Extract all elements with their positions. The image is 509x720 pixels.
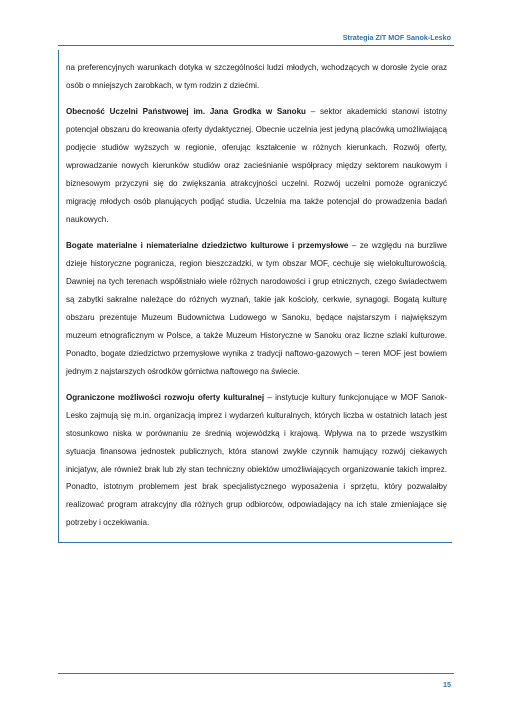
- footer-divider: [58, 673, 454, 674]
- paragraph-text: – sektor akademicki stanowi istotny potencjał obszaru do kreowania oferty dydaktycznej. Obecnie uczelnia jest jedyną placówką umożliwiającą podjęcie studiów wyższych w regionie, oferując kształcenie w różnych kierunkach. Rozwój oferty, wprowadzanie nowych kierunków studiów oraz zacieśnianie współpracy między sektorem naukowym i biznesowym przyczyni się do zwiększania atrakcyjności uczelni. Rozwój uczelni pomoże ograniczyć migrację młodych osób planujących podjąć studia. Uczelnia ma także potencjał do prowadzenia badań naukowych.: [66, 107, 448, 224]
- paragraph-university: [66, 103, 447, 228]
- paragraph-lead: Obecność Uczelni Państwowej im. Jana Grodka w Sanoku: [66, 107, 306, 117]
- paragraph-cultural-offer: [66, 389, 447, 532]
- paragraph-text: na preferencyjnych warunkach dotyka w szczególności ludzi młodych, wchodzących w dorosłe życie oraz osób o mniejszych zarobkach, w tym rodzin z dziećmi.: [66, 63, 447, 90]
- page-number: 15: [443, 680, 451, 689]
- document-header-title: Strategia ZIT MOF Sanok-Lesko: [342, 33, 451, 42]
- paragraph-lead: Ograniczone możliwości rozwoju oferty kulturalnej: [66, 392, 265, 402]
- document-body: [66, 59, 447, 541]
- paragraph-text: – instytucje kultury funkcjonujące w MOF Sanok-Lesko zajmują się m.in. organizacją imprez i wydarzeń kulturalnych, których liczba w ostatnich latach jest stosunkowo niska w porównaniu ze średnią wojewódzką i krajową. Wpływa na to przede wszystkim sytuacja finansowa jednostek publicznych, która stanowi zwykle czynnik hamujący rozwój ciekawych inicjatyw, ale również brak lub zły stan techniczny obiektów umożliwiających organizowanie takich imprez. Ponadto, istotnym problemem jest brak specjalistycznego wyposażenia i sprzętu, który pozwalałby realizować program atrakcyjny dla różnych grup odbiorców, odpowiadający na ich stale zmieniające się potrzeby i oczekiwania.: [66, 392, 447, 528]
- paragraph-housing-continuation: [66, 59, 447, 95]
- header-divider: [58, 45, 454, 46]
- paragraph-text: – ze względu na burzliwe dzieje historyczne pogranicza, region bieszczadzki, w tym obszar MOF, cechuje się wielokulturowością. Dawniej na tych terenach współistniało wiele różnych narodowości i grup etnicznych, czego świadectwem są zabytki sakralne należące do różnych wyznań, takie jak kościoły, cerkwie, synagogi. Bogatą kulturę obszaru prezentuje Muzeum Budownictwa Ludowego w Sanoku, będące najstarszym i największym muzeum etnograficznym w Polsce, a także Muzeum Historyczne w Sanoku oraz liczne szlaki kulturowe. Ponadto, bogate dziedzictwo przemysłowe wynika z tradycji naftowo-gazowych – teren MOF jest bowiem jednym z najstarszych ośrodków górnictwa naftowego na świecie.: [66, 241, 447, 376]
- paragraph-heritage: [66, 237, 447, 380]
- paragraph-lead: Bogate materialne i niematerialne dziedzictwo kulturowe i przemysłowe: [66, 241, 349, 251]
